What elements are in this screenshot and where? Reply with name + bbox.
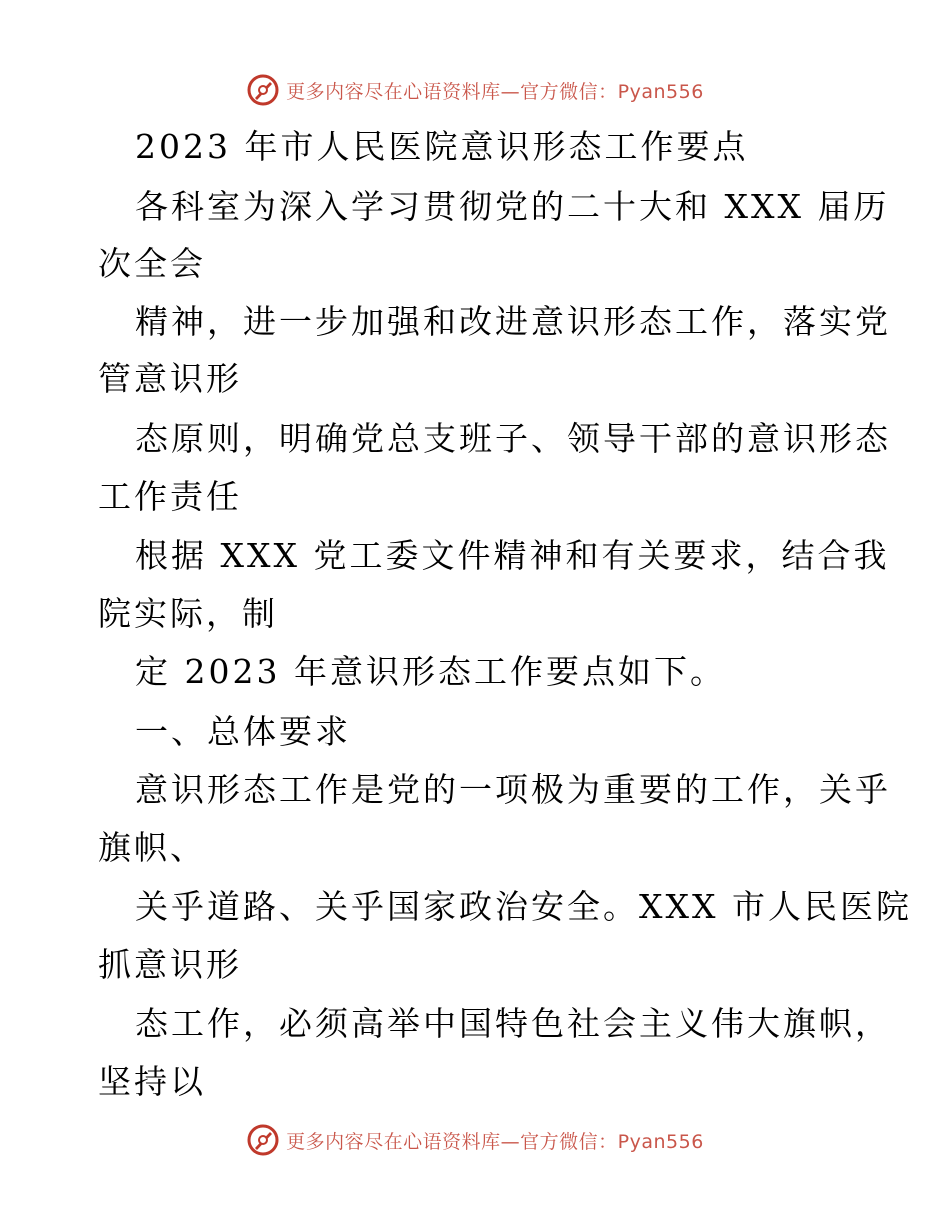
quill-logo-icon xyxy=(246,1123,280,1157)
doc-title: 2023 年市人民医院意识形态工作要点 xyxy=(135,127,749,166)
watermark-footer xyxy=(0,1120,950,1160)
paragraph-line: 旗帜、 xyxy=(98,828,206,867)
paragraph-line: 态工作，必须高举中国特色社会主义伟大旗帜， xyxy=(135,1004,891,1043)
paragraph-line: 意识形态工作是党的一项极为重要的工作，关乎 xyxy=(135,770,891,809)
quill-logo-icon xyxy=(246,73,280,107)
paragraph-line: 坚持以 xyxy=(98,1062,206,1101)
paragraph-line: 各科室为深入学习贯彻党的二十大和 XXX 届历 xyxy=(135,187,890,226)
paragraph-line: 工作责任 xyxy=(98,477,242,516)
paragraph-line: 根据 XXX 党工委文件精神和有关要求，结合我 xyxy=(135,536,890,575)
paragraph-line: 管意识形 xyxy=(98,359,242,398)
watermark-text: 更多内容尽在心语资料库—官方微信：Pyan556 xyxy=(286,80,704,103)
paragraph-line: 定 2023 年意识形态工作要点如下。 xyxy=(135,652,726,691)
paragraph-line: 关乎道路、关乎国家政治安全。XXX 市人民医院 xyxy=(135,887,912,926)
paragraph-line: 次全会 xyxy=(98,244,206,283)
paragraph-line: 院实际，制 xyxy=(98,594,278,633)
paragraph-line: 精神，进一步加强和改进意识形态工作，落实党 xyxy=(135,302,891,341)
section-heading: 一、总体要求 xyxy=(135,712,351,751)
paragraph-line: 态原则，明确党总支班子、领导干部的意识形态 xyxy=(135,419,891,458)
watermark-header xyxy=(0,70,950,110)
paragraph-line: 抓意识形 xyxy=(98,945,242,984)
watermark-text: 更多内容尽在心语资料库—官方微信：Pyan556 xyxy=(286,1130,704,1153)
